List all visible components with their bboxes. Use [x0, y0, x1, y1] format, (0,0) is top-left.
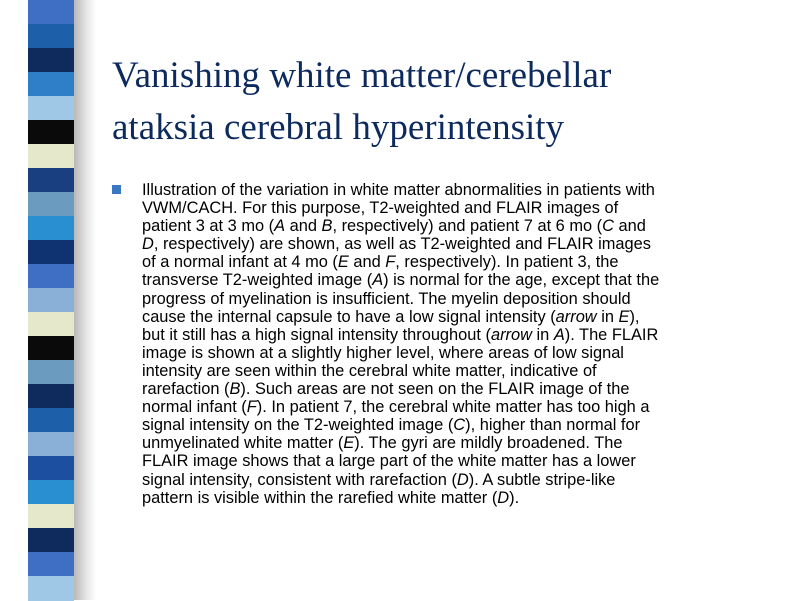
body-line: D, respectively) are shown, as well as T2-weighted and FLAIR images — [142, 235, 651, 254]
body-line: VWM/CACH. For this purpose, T2-weighted and FLAIR images of — [142, 199, 619, 218]
stripe-segment — [28, 48, 74, 73]
title-line-1: Vanishing white matter/cerebellar — [112, 55, 612, 96]
body-line: transverse T2-weighted image (A) is normal for the age, except that the — [142, 271, 660, 290]
stripe-segment — [28, 528, 74, 553]
stripe-segment — [28, 288, 74, 313]
body-line: but it still has a high signal intensity throughout (arrow in A). The FLAIR — [142, 325, 659, 344]
stripe-segment — [28, 72, 74, 97]
body-line: of a normal infant at 4 mo (E and F, respectively). In patient 3, the — [142, 253, 619, 272]
body-line: normal infant (F). In patient 7, the cerebral white matter has too high a — [142, 398, 650, 417]
body-line: signal intensity on the T2-weighted image (C), higher than normal for — [142, 416, 641, 435]
stripe-segment — [28, 264, 74, 289]
bullet-item-text — [142, 181, 777, 507]
stripe-segment — [28, 576, 74, 601]
body-line: patient 3 at 3 mo (A and B, respectively) and patient 7 at 6 mo (C and — [142, 217, 646, 236]
stripe-segment — [28, 408, 74, 433]
stripe-segment — [28, 120, 74, 145]
decorative-stripe-bar — [28, 0, 74, 600]
stripe-segment — [28, 480, 74, 505]
body-line: pattern is visible within the rarefied white matter (D). — [142, 488, 520, 507]
stripe-segment — [28, 192, 74, 217]
stripe-segment — [28, 312, 74, 337]
body-line: rarefaction (B). Such areas are not seen on the FLAIR image of the — [142, 380, 630, 399]
square-bullet-icon — [112, 185, 121, 194]
body-line: image is shown at a slightly higher level, where areas of low signal — [142, 343, 624, 362]
stripe-segment — [28, 216, 74, 241]
stripe-segment — [28, 144, 74, 169]
title-line-2: ataksia cerebral hyperintensity — [112, 107, 565, 148]
stripe-segment — [28, 0, 74, 25]
stripe-segment — [28, 96, 74, 121]
stripe-segment — [28, 552, 74, 577]
stripe-segment — [28, 168, 74, 193]
body-line: progress of myelination is insufficient. The myelin deposition should — [142, 289, 631, 308]
body-line: FLAIR image shows that a large part of the white matter has a lower — [142, 452, 636, 471]
stripe-segment — [28, 360, 74, 385]
stripe-segment — [28, 456, 74, 481]
bullet-list — [112, 181, 777, 507]
stripe-segment — [28, 336, 74, 361]
slide-title — [112, 50, 772, 154]
body-line: intensity are seen within the cerebral white matter, indicative of — [142, 361, 597, 380]
body-line: unmyelinated white matter (E). The gyri are mildly broadened. The — [142, 434, 623, 453]
stripe-segment — [28, 432, 74, 457]
body-line: Illustration of the variation in white matter abnormalities in patients with — [142, 181, 655, 199]
stripe-segment — [28, 240, 74, 265]
stripe-shadow — [74, 0, 96, 600]
stripe-segment — [28, 504, 74, 529]
body-line: cause the internal capsule to have a low signal intensity (arrow in E), — [142, 307, 640, 326]
stripe-segment — [28, 24, 74, 49]
stripe-segment — [28, 384, 74, 409]
body-line: signal intensity, consistent with rarefaction (D). A subtle stripe-like — [142, 470, 616, 489]
